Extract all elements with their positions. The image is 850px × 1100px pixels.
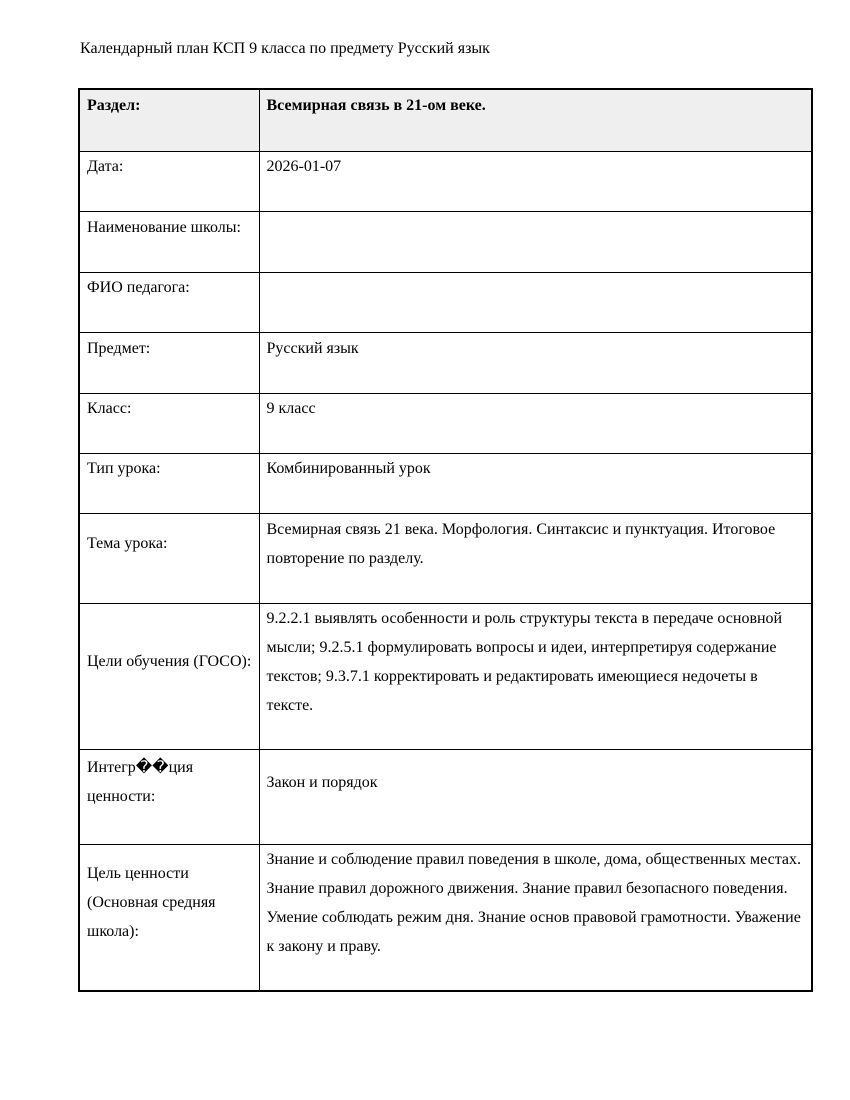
row-label: Наименование школы: bbox=[87, 218, 241, 236]
row-value-cell bbox=[259, 393, 812, 453]
row-label-cell bbox=[79, 211, 259, 272]
row-value-cell bbox=[259, 151, 812, 211]
row-label: Интегр��ция ценности: bbox=[87, 759, 194, 805]
row-label: Раздел: bbox=[87, 97, 141, 115]
row-label: ФИО педагога: bbox=[87, 279, 190, 296]
row-value-cell bbox=[259, 89, 812, 151]
row-label-cell bbox=[79, 332, 259, 393]
table-row-school-name bbox=[79, 211, 812, 272]
row-value: 9 класс bbox=[266, 400, 316, 417]
row-value-cell bbox=[259, 272, 812, 332]
row-label-cell bbox=[79, 844, 259, 991]
row-value-cell bbox=[259, 453, 812, 513]
row-value: Всемирная связь 21 века. Морфология. Синтаксис и пунктуация. Итоговое повторение по разделу. bbox=[266, 520, 776, 567]
row-value-cell bbox=[259, 211, 812, 272]
table-row-razdel bbox=[79, 89, 812, 151]
row-label: Цель ценности (Основная средняя школа): bbox=[87, 865, 216, 940]
row-value: 9.2.2.1 выявлять особенности и роль структуры текста в передаче основной мысли; 9.2.5.1 формулировать вопросы и идеи, интерпретируя содержание текстов; 9.3.7.1 корректировать и редактировать имеющиеся недочеты в тексте. bbox=[266, 609, 783, 714]
lesson-plan-table bbox=[78, 88, 813, 992]
table-row-lesson-topic bbox=[79, 513, 812, 603]
row-label-cell bbox=[79, 453, 259, 513]
row-value: Всемирная связь в 21-ом веке. bbox=[266, 97, 486, 115]
row-value-cell bbox=[259, 749, 812, 844]
row-value-cell bbox=[259, 513, 812, 603]
table-row-values-integration bbox=[79, 749, 812, 844]
row-value: Знание и соблюдение правил поведения в школе, дома, общественных местах. Знание правил дорожного движения. Знание правил безопасного поведения. Умение соблюдать режим дня. Знание основ правовой грамотности. Уважение к закону и праву. bbox=[266, 850, 801, 955]
row-label: Цели обучения (ГОСО): bbox=[87, 653, 252, 670]
row-label: Тип урока: bbox=[87, 460, 161, 477]
row-label-cell bbox=[79, 513, 259, 603]
row-value bbox=[267, 288, 805, 317]
row-label: Дата: bbox=[87, 158, 124, 175]
row-label: Предмет: bbox=[87, 339, 151, 357]
row-value: Комбинированный урок bbox=[266, 460, 431, 477]
table-row-subject bbox=[79, 332, 812, 393]
row-label-cell bbox=[79, 89, 259, 151]
row-value bbox=[267, 227, 805, 256]
table-row-teacher-name bbox=[79, 272, 812, 332]
row-value: Закон и порядок bbox=[266, 773, 378, 791]
document-title: Календарный план КСП 9 класса по предмету Русский язык bbox=[80, 40, 490, 57]
row-label-cell bbox=[79, 749, 259, 844]
row-label: Тема урока: bbox=[87, 535, 168, 552]
table-row-lesson-type bbox=[79, 453, 812, 513]
row-label-cell bbox=[79, 272, 259, 332]
row-value-cell bbox=[259, 603, 812, 749]
row-label-cell bbox=[79, 393, 259, 453]
table-row-data bbox=[79, 151, 812, 211]
row-label-cell bbox=[79, 603, 259, 749]
table-row-class bbox=[79, 393, 812, 453]
row-value-cell bbox=[259, 844, 812, 991]
row-label: Класс: bbox=[87, 400, 132, 417]
row-value: 2026-01-07 bbox=[266, 158, 342, 175]
row-value-cell bbox=[259, 332, 812, 393]
row-label-cell bbox=[79, 151, 259, 211]
row-value: Русский язык bbox=[266, 339, 359, 357]
table-row-values-goal bbox=[79, 844, 812, 991]
table-row-learning-goals bbox=[79, 603, 812, 749]
